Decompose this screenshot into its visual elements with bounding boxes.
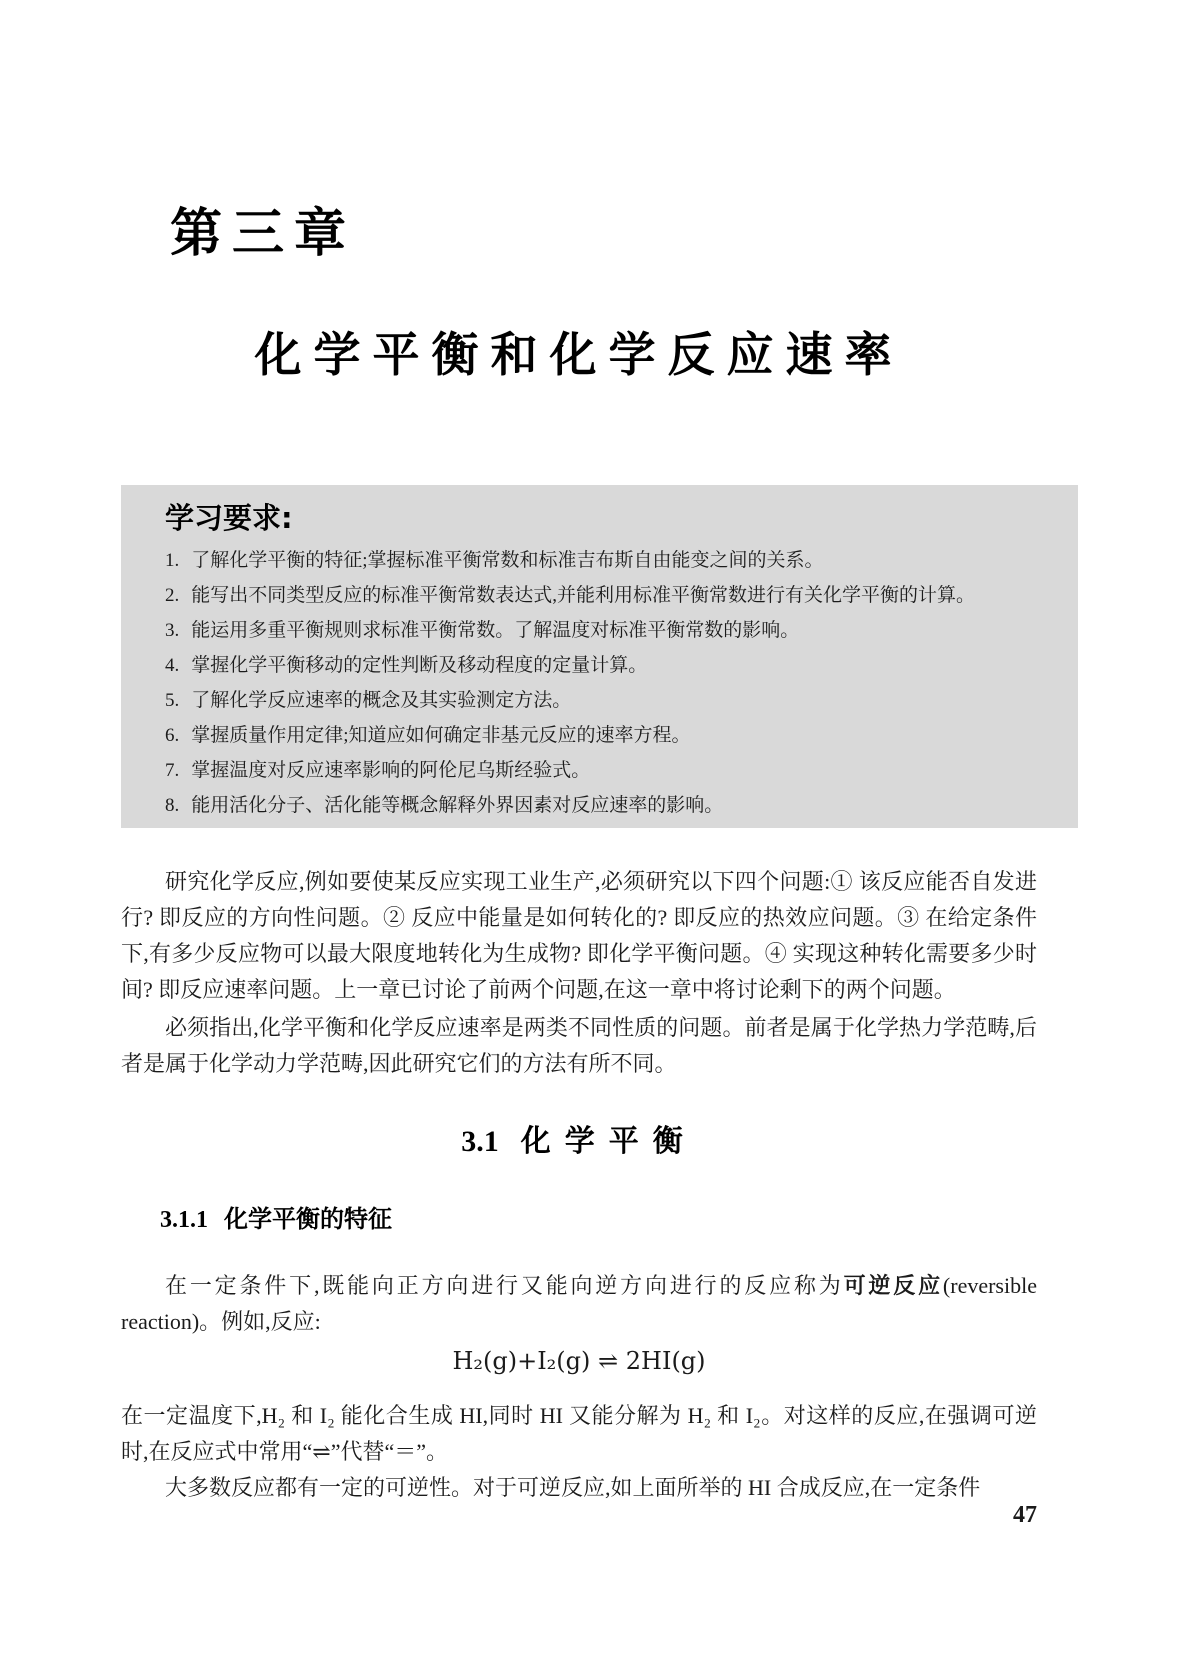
requirement-text: 了解化学平衡的特征;掌握标准平衡常数和标准吉布斯自由能变之间的关系。 <box>191 550 824 571</box>
requirement-number: 8. <box>165 795 180 816</box>
body-paragraph-2: 在一定温度下,H₂ 和 I₂ 能化合生成 HI,同时 HI 又能分解为 H₂ 和 I₂。对这样的反应,在强调可逆时,在反应式中常用“⇌”代替“＝”。 <box>121 1403 1037 1464</box>
learning-requirements-box <box>121 485 1078 828</box>
chapter-number: 第三章 <box>170 204 357 264</box>
requirement-text: 掌握质量作用定律;知道应如何确定非基元反应的速率方程。 <box>191 725 691 746</box>
requirement-item <box>165 648 1042 683</box>
body-paragraph-1-text-cont: (reversible reaction)。例如,反应: <box>121 1273 1037 1334</box>
requirement-number: 1. <box>165 550 180 571</box>
requirement-text: 能运用多重平衡规则求标准平衡常数。了解温度对标准平衡常数的影响。 <box>191 620 800 641</box>
subsection-heading <box>160 1203 392 1236</box>
chapter-title: 化学平衡和化学反应速率 <box>254 328 904 383</box>
requirement-number: 4. <box>165 655 180 676</box>
requirements-heading: 学习要求: <box>165 501 293 535</box>
section-heading <box>121 1122 1037 1162</box>
requirements-list <box>165 543 1042 823</box>
requirement-text: 了解化学反应速率的概念及其实验测定方法。 <box>191 690 572 711</box>
section-number: 3.1 <box>461 1125 499 1158</box>
requirement-text: 能用活化分子、活化能等概念解释外界因素对反应速率的影响。 <box>191 795 724 816</box>
requirement-item <box>165 543 1042 578</box>
body-paragraph-3: 大多数反应都有一定的可逆性。对于可逆反应,如上面所举的 HI 合成反应,在一定条件 <box>165 1475 981 1500</box>
requirement-number: 5. <box>165 690 180 711</box>
section-title: 化学平衡 <box>520 1125 697 1158</box>
requirement-number: 3. <box>165 620 180 641</box>
requirement-text: 掌握温度对反应速率影响的阿伦尼乌斯经验式。 <box>191 760 591 781</box>
requirement-item <box>165 613 1042 648</box>
requirement-item <box>165 788 1042 823</box>
page-number: 47 <box>1013 1502 1037 1528</box>
requirement-item <box>165 753 1042 788</box>
chemical-equation: H₂(g)+I₂(g) ⇌ 2HI(g) <box>452 1347 706 1375</box>
subsection-title: 化学平衡的特征 <box>224 1205 392 1233</box>
subsection-number: 3.1.1 <box>160 1207 208 1233</box>
requirement-text: 能写出不同类型反应的标准平衡常数表达式,并能利用标准平衡常数进行有关化学平衡的计算。 <box>191 585 976 606</box>
requirement-number: 6. <box>165 725 180 746</box>
intro-paragraph-1: 研究化学反应,例如要使某反应实现工业生产,必须研究以下四个问题:① 该反应能否自发进行? 即反应的方向性问题。② 反应中能量是如何转化的? 即反应的热效应问题。③ 在给定条件下,有多少反应物可以最大限度地转化为生成物? 即化学平衡问题。④ 实现这种转化需要多少时间? 即反应速率问题。上一章已讨论了前两个问题,在这一章中将讨论剩下的两个问题。 <box>121 869 1037 1002</box>
body-paragraph-1 <box>121 1268 1037 1340</box>
intro-paragraph-2: 必须指出,化学平衡和化学反应速率是两类不同性质的问题。前者是属于化学热力学范畴,后者是属于化学动力学范畴,因此研究它们的方法有所不同。 <box>121 1015 1037 1076</box>
key-term-reversible-reaction: 可逆反应 <box>843 1273 943 1298</box>
requirement-text: 掌握化学平衡移动的定性判断及移动程度的定量计算。 <box>191 655 648 676</box>
requirement-item <box>165 683 1042 718</box>
requirement-number: 7. <box>165 760 180 781</box>
body-paragraph-1-text: 在一定条件下,既能向正方向进行又能向逆方向进行的反应称为 <box>165 1273 844 1298</box>
requirement-item <box>165 718 1042 753</box>
requirement-number: 2. <box>165 585 180 606</box>
requirement-item <box>165 578 1042 613</box>
